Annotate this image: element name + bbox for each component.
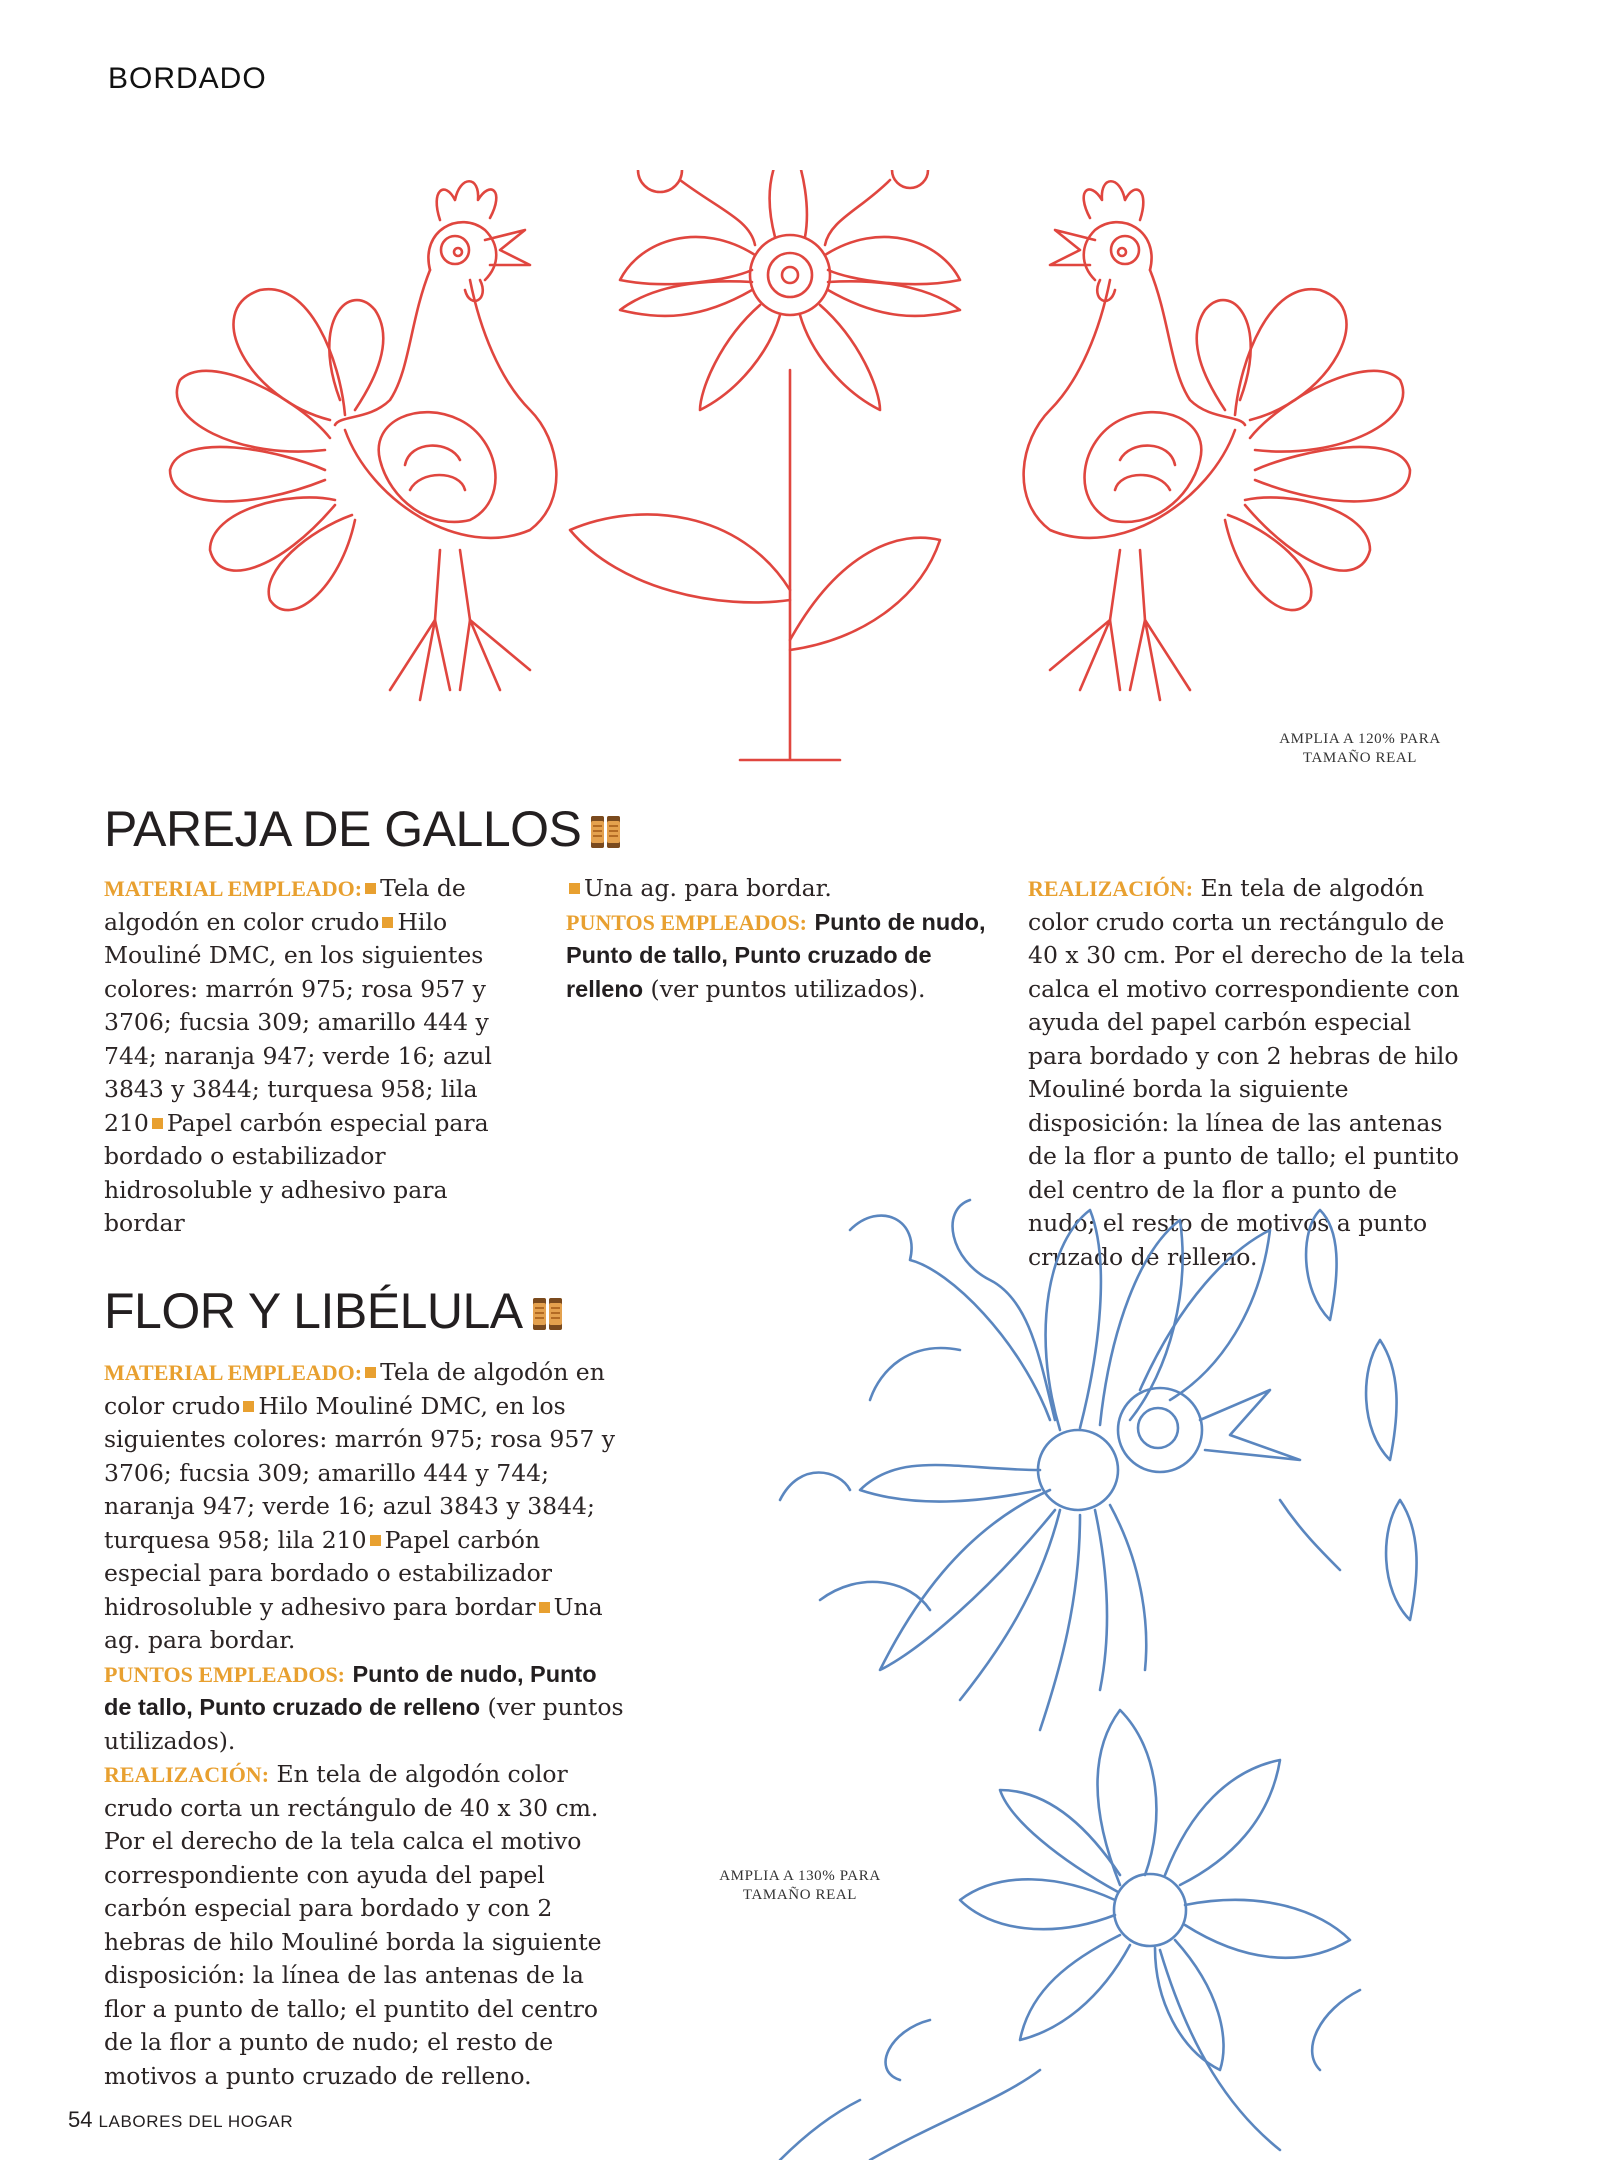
pattern1-method-text: En tela de algodón color crudo corta un rectángulo de 40 x 30 cm. Por el derecho de la tela calca el motivo correspondiente con ayuda del papel carbón especial para bordado y con 2 hebras de hilo Mouliné borda la siguiente disposición: la línea de las antenas de la flor a punto de tallo; el puntito del centro de la flor a punto de nudo; el resto de motivos a punto cruzado de relleno. — [1028, 874, 1465, 1271]
pattern2-material-item: Tela de algodón en color crudo — [104, 1358, 605, 1420]
bullet-icon — [569, 883, 580, 894]
pattern1-text-column-1 — [104, 872, 524, 1241]
difficulty-spools-icon — [533, 1284, 565, 1342]
pattern1-title-text: PAREJA DE GALLOS — [104, 801, 582, 857]
bullet-icon — [539, 1602, 550, 1613]
pattern2-material-label: MATERIAL EMPLEADO: — [104, 1360, 363, 1385]
bullet-icon — [243, 1401, 254, 1412]
pattern1-material-item: Hilo Mouliné DMC, en los siguientes colores: marrón 975; rosa 957 y 3706; fucsia 309; amarillo 444 y 744; naranja 947; verde 16; azul 3843 y 3844; turquesa 958; lila 210 — [104, 907, 492, 1137]
page-number: 54 — [68, 2107, 93, 2132]
pattern2-scale-note-line1: AMPLIA A 130% PARA — [719, 1868, 881, 1884]
section-label: BORDADO — [108, 62, 267, 95]
difficulty-spools-icon — [591, 802, 623, 860]
rooster-pair-pattern — [140, 170, 1440, 770]
magazine-name: LABORES DEL HOGAR — [98, 2112, 294, 2131]
pattern2-title — [104, 1282, 565, 1342]
pattern2-scale-note-line2: TAMAÑO REAL — [742, 1887, 858, 1903]
pattern2-material-item: Papel carbón especial para bordado o estabilizador hidrosoluble y adhesivo para bordar — [104, 1525, 552, 1621]
pattern1-title — [104, 800, 623, 860]
bullet-icon — [152, 1118, 163, 1129]
pattern2-stitches-note: (ver puntos utilizados). — [104, 1693, 624, 1755]
right-rooster-illustration — [1024, 181, 1410, 700]
pattern1-material-label: MATERIAL EMPLEADO: — [104, 876, 363, 901]
pattern2-scale-note — [680, 1867, 920, 1905]
center-flower-illustration — [570, 170, 960, 760]
pattern1-stitches-note: (ver puntos utilizados). — [650, 974, 926, 1003]
pattern2-title-text: FLOR Y LIBÉLULA — [104, 1283, 523, 1339]
lower-flower-illustration — [780, 1710, 1360, 2160]
pattern1-stitches-text: Punto de nudo, Punto de tallo, Punto cruzado de relleno — [566, 908, 986, 1002]
bullet-icon — [365, 883, 376, 894]
bullet-icon — [382, 917, 393, 928]
left-rooster-illustration — [170, 181, 556, 700]
pattern1-stitches-label: PUNTOS EMPLEADOS: — [566, 909, 808, 935]
page-footer — [68, 2107, 293, 2133]
pattern2-method-text: En tela de algodón color crudo corta un rectángulo de 40 x 30 cm. Por el derecho de la tela calca el motivo correspondiente con ayuda del papel carbón especial para bordado y con 2 hebras de hilo Mouliné borda la siguiente disposición: la línea de las antenas de la flor a punto de tallo; el puntito del centro de la flor a punto de nudo; el resto de motivos a punto cruzado de relleno. — [104, 1760, 602, 2090]
pattern1-scale-note-line2: TAMAÑO REAL — [1302, 750, 1418, 766]
bullet-icon — [370, 1535, 381, 1546]
pattern1-material-item: Una ag. para bordar. — [584, 874, 832, 902]
pattern2-material-item: Una ag. para bordar. — [104, 1592, 603, 1654]
dragonfly-illustration — [780, 1200, 1417, 1730]
pattern1-material-item: Tela de algodón en color crudo — [104, 874, 466, 936]
bullet-icon — [365, 1367, 376, 1378]
flower-dragonfly-pattern — [760, 1170, 1480, 2160]
pattern2-stitches-text: Punto de nudo, Punto de tallo, Punto cruzado de relleno — [104, 1660, 597, 1720]
pattern2-text-column — [104, 1356, 624, 2093]
pattern1-method-label: REALIZACIÓN: — [1028, 876, 1194, 901]
pattern1-scale-note — [1240, 730, 1480, 768]
pattern1-scale-note-line1: AMPLIA A 120% PARA — [1279, 731, 1441, 747]
pattern2-stitches-label: PUNTOS EMPLEADOS: — [104, 1661, 346, 1687]
pattern2-method-label: REALIZACIÓN: — [104, 1762, 270, 1787]
pattern1-material-item: Papel carbón especial para bordado o estabilizador hidrosoluble y adhesivo para bordar — [104, 1108, 489, 1237]
pattern1-text-column-2 — [566, 872, 986, 1006]
pattern2-material-item: Hilo Mouliné DMC, en los siguientes colores: marrón 975; rosa 957 y 3706; fucsia 309; amarillo 444 y 744; naranja 947; verde 16; azul 3843 y 3844; turquesa 958; lila 210 — [104, 1391, 616, 1554]
